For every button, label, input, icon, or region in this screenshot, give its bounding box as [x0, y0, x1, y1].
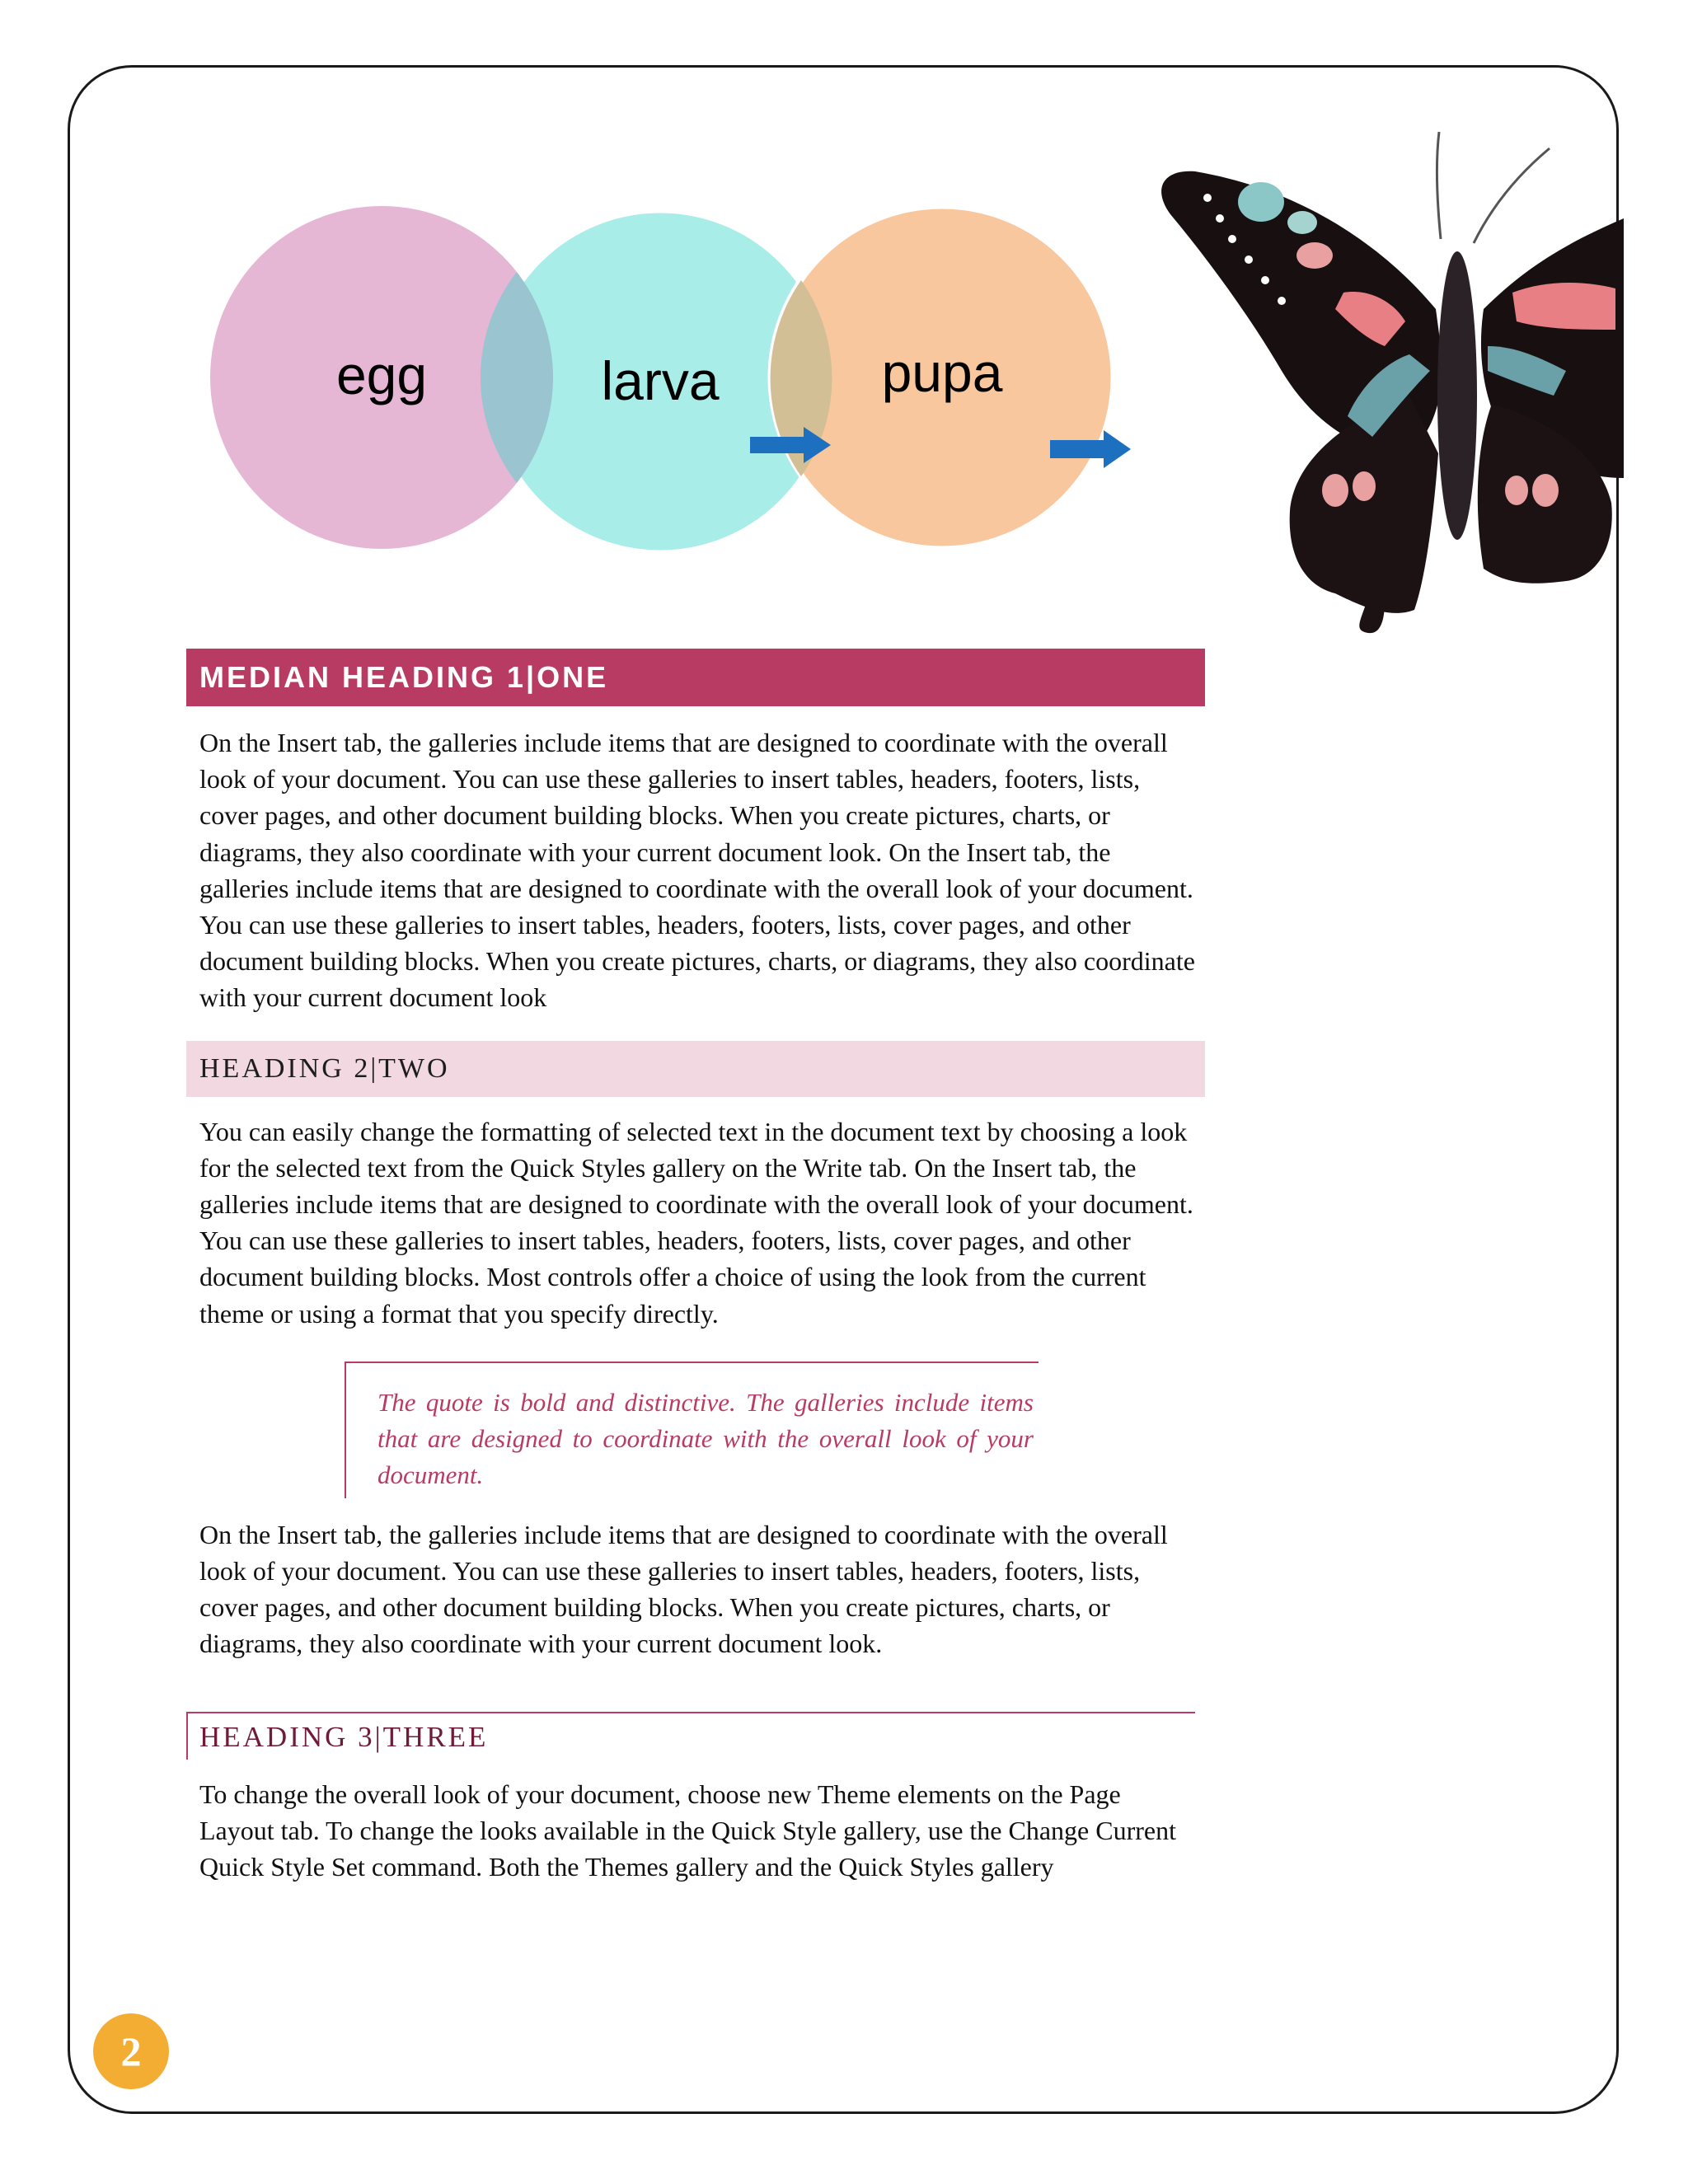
butterfly-right-pink-band [1512, 283, 1615, 330]
heading-1: MEDIAN HEADING 1|ONE [186, 649, 1205, 706]
butterfly-white-spot [1261, 276, 1269, 284]
butterfly-teal-spot [1238, 182, 1284, 222]
document-body [186, 649, 1205, 1885]
butterfly-pink-spot [1322, 474, 1348, 507]
butterfly-teal-spot [1287, 211, 1317, 234]
butterfly-pink-spot [1532, 474, 1559, 507]
butterfly-white-spot [1216, 214, 1224, 223]
body-paragraph: On the Insert tab, the galleries include items that are designed to coordinate with the overall look of your document. You can use these galleries to insert tables, headers, footers, lists, cover pages, and other document building blocks. When you create pictures, charts, or diagrams, they also coordinate with your current document look. On the Insert tab, the galleries include items that are designed to coordinate with the overall look of your document. You can use these galleries to insert tables, headers, footers, lists, cover pages, and other document building blocks. When you create pictures, charts, or diagrams, they also coordinate with your current document look [199, 728, 1195, 1013]
heading-3: HEADING 3|THREE [186, 1712, 1195, 1760]
body-paragraph: You can easily change the formatting of selected text in the document text by choosing a look for the selected text from the Quick Styles gallery on the Write tab. On the Insert tab, the galleries include items that are designed to coordinate with the overall look of your document. You can use these galleries to insert tables, headers, footers, lists, cover pages, and other document building blocks. Most controls offer a choice of using the look from the current theme or using a format that you specify directly. [199, 1116, 1193, 1329]
butterfly-white-spot [1278, 297, 1286, 305]
page-number-badge: 2 [93, 2013, 169, 2089]
butterfly-body [1437, 251, 1477, 540]
butterfly-illustration [1137, 124, 1624, 635]
butterfly-antenna [1437, 132, 1441, 239]
butterfly-pink-spot [1505, 476, 1528, 505]
butterfly-antenna [1474, 148, 1550, 243]
pull-quote: The quote is bold and distinctive. The galleries include items that are designed to coordinate with the overall look of your document. [345, 1361, 1039, 1498]
butterfly-white-spot [1228, 235, 1236, 243]
butterfly-pink-spot [1353, 471, 1376, 501]
stage-label-larva: larva [601, 350, 720, 411]
butterfly-pink-spot [1296, 242, 1333, 269]
body-paragraph: On the Insert tab, the galleries include items that are designed to coordinate with the overall look of your document. You can use these galleries to insert tables, headers, footers, lists, cover pages, and other document building blocks. When you create pictures, charts, or diagrams, they also coordinate with your current document look. [199, 1519, 1168, 1659]
stage-label-egg: egg [335, 344, 428, 405]
heading-2: HEADING 2|TWO [186, 1041, 1205, 1097]
body-paragraph: To change the overall look of your document, choose new Theme elements on the Page Layout tab. To change the looks available in the Quick Style gallery, use the Change Current Quick Style Set command. Both the Themes gallery and the Quick Styles gallery [199, 1779, 1176, 1882]
butterfly-white-spot [1203, 194, 1212, 202]
butterfly-white-spot [1245, 255, 1253, 264]
stage-label-pupa: pupa [881, 342, 1003, 403]
